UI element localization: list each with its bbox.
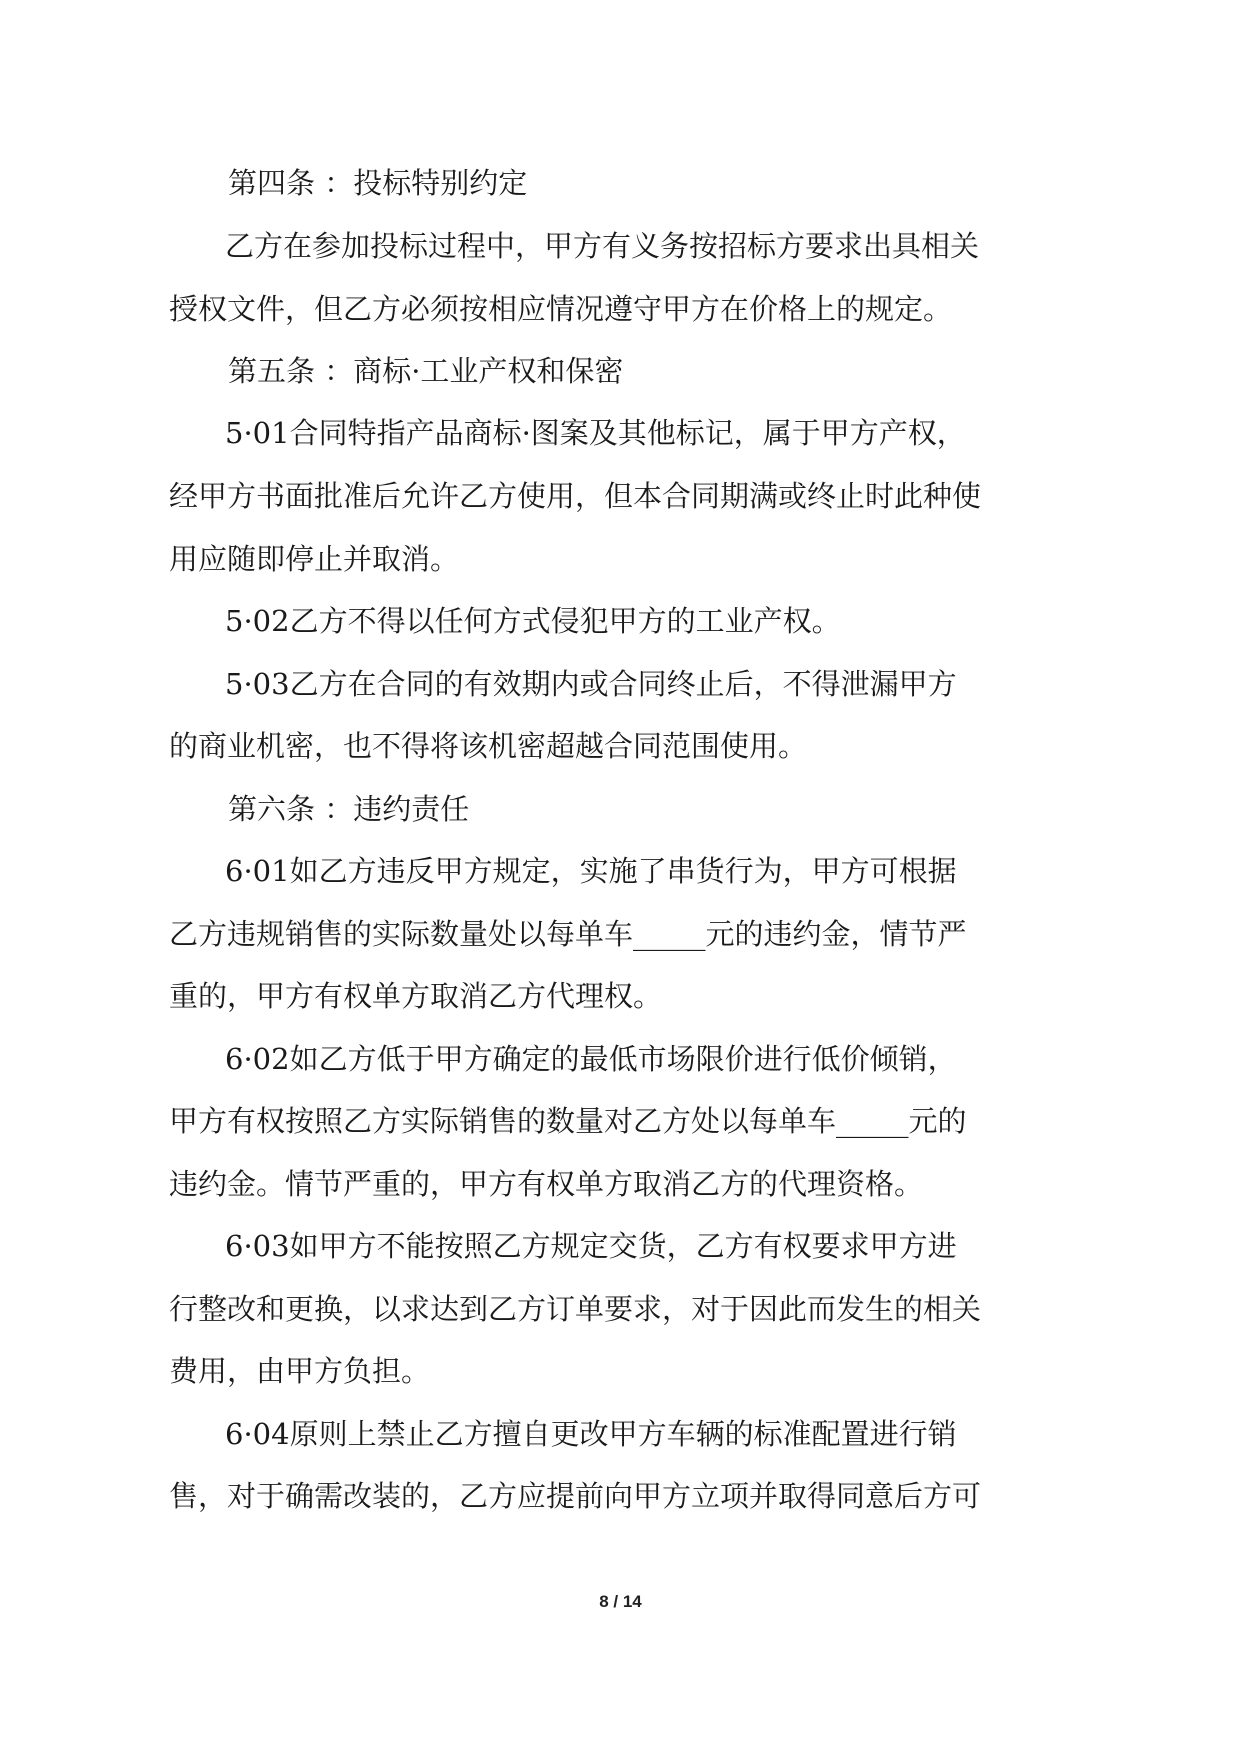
paragraph-line: 乙方在参加投标过程中，甲方有义务按招标方要求出具相关	[225, 229, 980, 263]
paragraph-line: 5·02乙方不得以任何方式侵犯甲方的工业产权。	[225, 604, 841, 638]
article-4-heading: 第四条 ：投标特别约定	[228, 166, 528, 200]
paragraph-line: 授权文件，但乙方必须按相应情况遵守甲方在价格上的规定。	[169, 292, 953, 326]
paragraph-line: 乙方违规销售的实际数量处以每单车_____元的违约金，情节严	[169, 917, 967, 951]
paragraph-line: 6·04原则上禁止乙方擅自更改甲方车辆的标准配置进行销	[225, 1417, 957, 1451]
paragraph-line: 行整改和更换，以求达到乙方订单要求，对于因此而发生的相关	[169, 1292, 982, 1326]
paragraph-line: 6·01如乙方违反甲方规定，实施了串货行为，甲方可根据	[225, 854, 957, 888]
paragraph-line: 6·02如乙方低于甲方确定的最低市场限价进行低价倾销，	[225, 1042, 957, 1076]
paragraph-line: 经甲方书面批准后允许乙方使用，但本合同期满或终止时此种使	[169, 479, 982, 513]
paragraph-line: 5·03乙方在合同的有效期内或合同终止后，不得泄漏甲方	[225, 667, 957, 701]
paragraph-line: 售，对于确需改装的，乙方应提前向甲方立项并取得同意后方可	[169, 1479, 982, 1513]
paragraph-line: 重的，甲方有权单方取消乙方代理权。	[169, 979, 663, 1013]
page-number: 8 / 14	[599, 1592, 642, 1611]
paragraph-line: 违约金。情节严重的，甲方有权单方取消乙方的代理资格。	[169, 1167, 924, 1201]
article-6-heading: 第六条 ：违约责任	[228, 792, 470, 826]
paragraph-line: 甲方有权按照乙方实际销售的数量对乙方处以每单车_____元的	[169, 1104, 967, 1138]
paragraph-line: 5·01合同特指产品商标·图案及其他标记，属于甲方产权，	[225, 416, 966, 450]
article-5-heading: 第五条 ：商标·工业产权和保密	[228, 354, 624, 388]
paragraph-line: 用应随即停止并取消。	[169, 542, 460, 576]
paragraph-line: 6·03如甲方不能按照乙方规定交货，乙方有权要求甲方进	[225, 1229, 957, 1263]
paragraph-line: 的商业机密，也不得将该机密超越合同范围使用。	[169, 729, 808, 763]
paragraph-line: 费用，由甲方负担。	[169, 1354, 431, 1388]
